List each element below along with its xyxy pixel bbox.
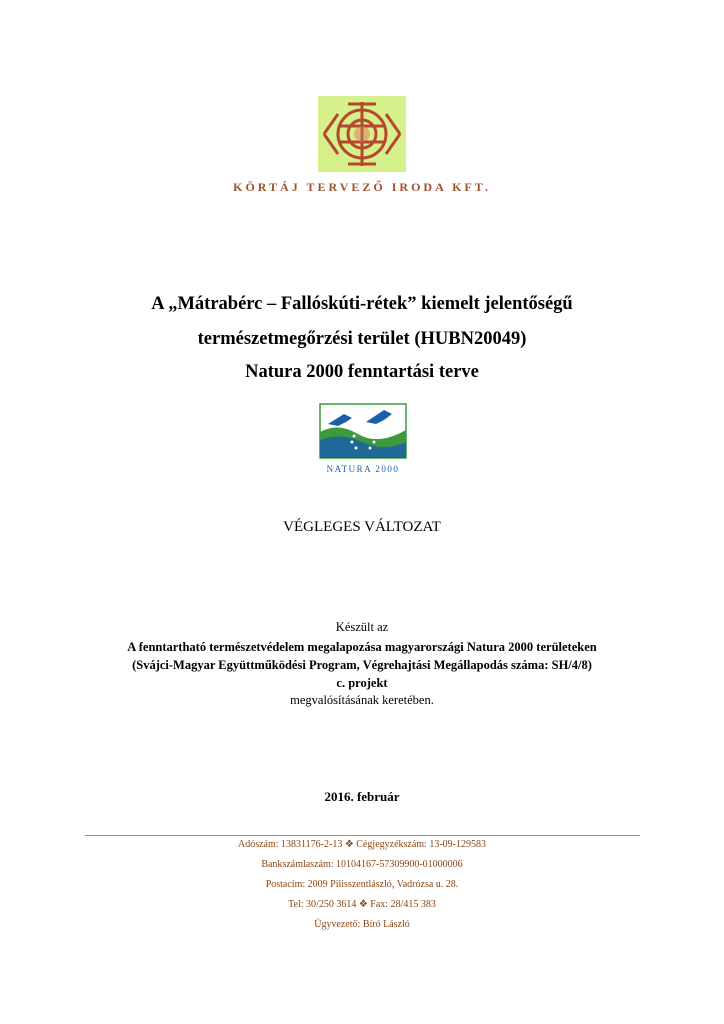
prepared-intro: Készült az [335, 620, 389, 634]
project-title-line-2: (Svájci-Magyar Együttműködési Program, Végrehajtási Megállapodás száma: SH/4/8) [132, 658, 592, 672]
document-date: 2016. február [324, 789, 400, 804]
kortaj-emblem-icon [318, 96, 406, 172]
footer-phone-fax: Tel: 30/250 3614 ❖ Fax: 28/415 383 [288, 899, 436, 910]
footer-divider [85, 835, 640, 836]
company-name: KÖRTÁJ TERVEZŐ IRODA KFT. [233, 180, 491, 194]
company-logo [318, 96, 406, 172]
footer-bank-account: Bankszámlaszám: 10104167-57309900-01000006 [261, 859, 463, 870]
natura-2000-logo-text: NATURA 2000 [326, 464, 400, 474]
project-title-line-1: A fenntartható természetvédelem megalapozása magyarországi Natura 2000 területeken [127, 640, 597, 654]
document-title-line-2: természetmegőrzési terület (HUBN20049) [197, 329, 527, 349]
natura-2000-logo [318, 402, 408, 478]
footer-postal-address: Postacím: 2009 Pilisszentlászló, Vadrózsa u. 28. [265, 879, 459, 890]
project-title-line-3: c. projekt [336, 676, 388, 690]
version-label: VÉGLEGES VÁLTOZAT [283, 519, 441, 535]
footer-managing-director: Ügyvezető: Bíró László [314, 919, 410, 930]
project-framework: megvalósításának keretében. [290, 693, 434, 707]
document-title-line-3: Natura 2000 fenntartási terve [245, 362, 479, 382]
footer-tax-registration: Adószám: 13831176-2-13 ❖ Cégjegyzékszám: 13-09-129583 [238, 839, 486, 850]
document-title-line-1: A „Mátrabérc – Fallóskúti-rétek” kiemelt jelentőségű [151, 294, 573, 314]
natura-2000-logo-icon [318, 402, 408, 478]
